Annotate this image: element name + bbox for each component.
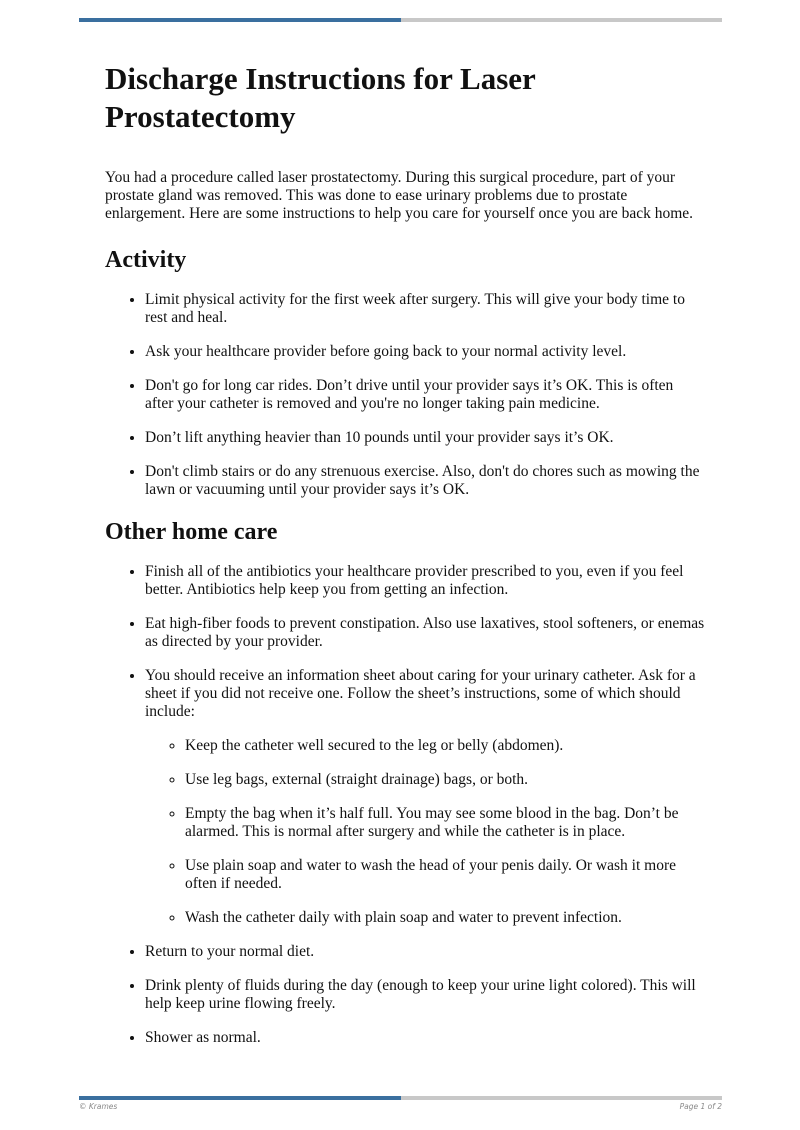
list-item: • Don’t lift anything heavier than 10 pounds until your provider says it’s OK. bbox=[145, 429, 705, 447]
list-item: • Return to your normal diet. bbox=[145, 943, 705, 961]
list-item: • Finish all of the antibiotics your healthcare provider prescribed to you, even if you feel better. Antibiotics help keep you from getting an infection. bbox=[145, 563, 705, 599]
document-title: Discharge Instructions for Laser Prostatectomy bbox=[105, 61, 536, 134]
list-item: • Limit physical activity for the first week after surgery. This will give your body time to rest and heal. bbox=[145, 291, 705, 327]
footer-rule-fill bbox=[79, 1096, 401, 1100]
document-body bbox=[105, 60, 705, 1063]
sub-list-item: ◦ Use plain soap and water to wash the head of your penis daily. Or wash it more often if needed. bbox=[185, 857, 705, 893]
catheter-sublist bbox=[145, 737, 705, 927]
intro-paragraph: You had a procedure called laser prostatectomy. During this surgical procedure, part of your prostate gland was removed. This was done to ease urinary problems due to prostate enlargement. Here are some instructions to help you care for yourself once you are back home. bbox=[105, 169, 694, 222]
list-item: • Eat high-fiber foods to prevent constipation. Also use laxatives, stool softeners, or enemas as directed by your provider. bbox=[145, 615, 705, 651]
header-rule-fill bbox=[79, 18, 401, 22]
sub-list-item: ◦ Use leg bags, external (straight drainage) bags, or both. bbox=[185, 771, 705, 789]
activity-list bbox=[105, 291, 705, 499]
home-care-list bbox=[105, 563, 705, 1047]
footer-rule bbox=[79, 1096, 722, 1100]
home-care-heading: Other home care bbox=[105, 519, 278, 545]
sub-list-item: ◦ Empty the bag when it’s half full. You may see some blood in the bag. Don’t be alarmed. This is normal after surgery and while the catheter is in place. bbox=[185, 805, 705, 841]
footer-page-number: Page 1 of 2 bbox=[679, 1102, 722, 1111]
list-item: • Don't go for long car rides. Don’t drive until your provider says it’s OK. This is often after your catheter is removed and you're no longer taking pain medicine. bbox=[145, 377, 705, 413]
list-item: • Ask your healthcare provider before going back to your normal activity level. bbox=[145, 343, 705, 361]
catheter-list-item bbox=[145, 667, 705, 927]
list-item: • Drink plenty of fluids during the day (enough to keep your urine light colored). This will help keep urine flowing freely. bbox=[145, 977, 705, 1013]
sub-list-item: ◦ Wash the catheter daily with plain soap and water to prevent infection. bbox=[185, 909, 705, 927]
footer-copyright: © Krames bbox=[79, 1102, 118, 1111]
header-rule bbox=[79, 18, 722, 22]
list-item: • Don't climb stairs or do any strenuous exercise. Also, don't do chores such as mowing the lawn or vacuuming until your provider says it’s OK. bbox=[145, 463, 705, 499]
activity-heading: Activity bbox=[105, 247, 187, 273]
sub-list-item: ◦ Keep the catheter well secured to the leg or belly (abdomen). bbox=[185, 737, 705, 755]
catheter-item-text: You should receive an information sheet about caring for your urinary catheter. Ask for a sheet if you did not receive one. Follow the sheet’s instructions, some of which should include: bbox=[145, 667, 696, 720]
list-item: • Shower as normal. bbox=[145, 1029, 705, 1047]
